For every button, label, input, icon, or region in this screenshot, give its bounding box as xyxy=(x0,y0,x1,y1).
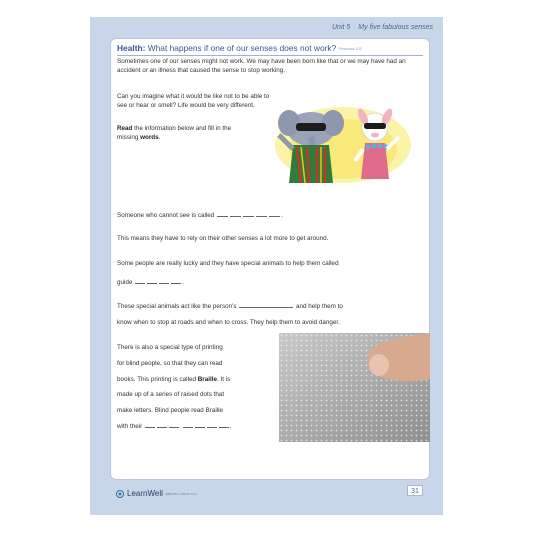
answer-blank[interactable] xyxy=(269,210,280,217)
answer-blank[interactable] xyxy=(239,301,293,308)
instruction-read: Read xyxy=(117,125,133,132)
sentence-rely-senses: This means they have to rely on their other senses a lot more to get around. xyxy=(117,235,329,242)
answer-blank[interactable] xyxy=(147,277,157,284)
sentence-roads: know when to stop at roads and when to cross. They help them to avoid danger. xyxy=(117,319,340,326)
brand-name: LearnWell xyxy=(127,489,163,498)
title-question: What happens if one of our senses does not work? xyxy=(147,43,337,53)
answer-blank[interactable] xyxy=(135,277,145,284)
elephant-and-lamb-illustration xyxy=(271,87,411,187)
page-number: 31 xyxy=(407,485,423,496)
resource-reference: Resource 103 xyxy=(339,46,362,51)
unit-number: Unit 5 xyxy=(332,24,351,31)
braille-word: Braille xyxy=(197,375,217,383)
imagine-paragraph: Can you imagine what it would be like not to be able to see or hear or smell? Life would be very different. xyxy=(117,93,270,109)
logo-icon xyxy=(116,490,124,498)
answer-blank[interactable] xyxy=(217,210,228,217)
learnwell-logo xyxy=(116,489,163,498)
instruction-text: the information below and fill in the missing xyxy=(117,125,232,141)
answer-blank[interactable] xyxy=(230,210,241,217)
braille-line: for blind people, so that they can read xyxy=(117,359,223,367)
sentence-3-end: . xyxy=(182,279,184,286)
braille-paragraph xyxy=(117,340,277,435)
sentence-act-like xyxy=(117,301,343,312)
answer-blank[interactable] xyxy=(159,277,169,284)
intro-paragraph: Sometimes one of our senses might not work. We may have been born like that or we may have had an accident or an illness that caused the sense to stop working. xyxy=(117,58,406,74)
sentence-1-text: Someone who cannot see is called xyxy=(117,212,215,219)
worksheet-panel xyxy=(110,38,430,480)
lamb-blindfold xyxy=(364,123,386,129)
sentence-3-guide: guide xyxy=(117,279,133,286)
sentence-cannot-see xyxy=(117,210,283,221)
braille-line: There is also a special type of printing xyxy=(117,344,223,351)
answer-blank[interactable] xyxy=(256,210,267,217)
answer-blank[interactable] xyxy=(183,421,193,428)
sentence-4-after: and help them to xyxy=(296,303,343,310)
instruction-end: . xyxy=(158,133,161,141)
braille-line: with their xyxy=(117,422,143,430)
isbn: ISBN 978-1-906025-72-6 xyxy=(165,492,197,496)
unit-title: My five fabulous senses xyxy=(358,24,433,31)
answer-blank[interactable] xyxy=(243,210,254,217)
answer-blank[interactable] xyxy=(171,277,181,284)
braille-line: make letters. Blind people read Braille xyxy=(117,407,224,415)
sentence-guide xyxy=(117,277,184,288)
answer-blank[interactable] xyxy=(207,421,217,428)
braille-line: books. This printing is called xyxy=(117,375,198,383)
instruction-paragraph xyxy=(117,125,245,142)
sentence-4-text: These special animals act like the person's xyxy=(117,303,237,310)
subject-label: Health: xyxy=(117,43,146,53)
elephant-coat xyxy=(289,145,333,183)
elephant-blindfold xyxy=(296,123,326,131)
answer-blank[interactable] xyxy=(145,421,155,428)
answer-blank[interactable] xyxy=(157,421,167,428)
title-divider xyxy=(117,55,423,56)
sentence-1-end: . xyxy=(281,212,283,219)
answer-blank[interactable] xyxy=(195,421,205,428)
answer-blank[interactable] xyxy=(169,421,179,428)
braille-line: . It is xyxy=(217,375,231,383)
sentence-special-animals: Some people are really lucky and they have special animals to help them called xyxy=(117,260,339,267)
instruction-words: words xyxy=(140,133,159,141)
braille-photo xyxy=(279,333,430,442)
unit-header xyxy=(332,24,433,31)
braille-line-end: . xyxy=(229,422,232,430)
braille-line: made up of a series of raised dots that xyxy=(117,391,225,399)
answer-blank[interactable] xyxy=(219,421,229,428)
page-title xyxy=(117,43,362,53)
